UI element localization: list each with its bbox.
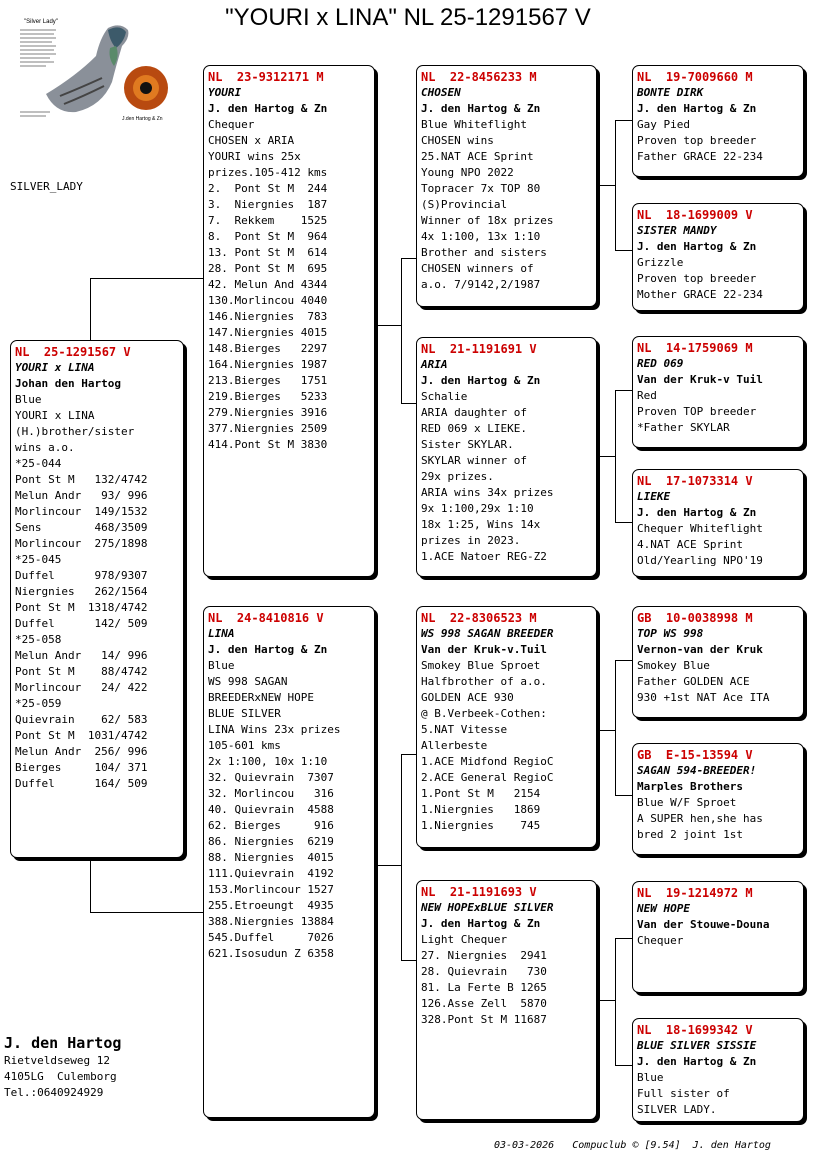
info-line: Duffel 142/ 509 bbox=[15, 617, 148, 630]
info-line: Winner of 18x prizes bbox=[421, 214, 554, 227]
pigeon-name: LIEKE bbox=[637, 490, 671, 503]
info-line: Allerbeste bbox=[421, 739, 488, 752]
info-line: Morlincour 24/ 422 bbox=[15, 681, 148, 694]
info-line: 126.Asse Zell 5870 bbox=[421, 997, 547, 1010]
info-line: 25.NAT ACE Sprint bbox=[421, 150, 534, 163]
pigeon-card-ggf-1 bbox=[632, 65, 804, 177]
info-line: *Father SKYLAR bbox=[637, 421, 730, 434]
info-line: 88. Niergnies 4015 bbox=[208, 851, 334, 864]
connector-line bbox=[615, 795, 633, 796]
connector-line bbox=[615, 938, 616, 1065]
ring-number: NL 19-7009660 M bbox=[637, 70, 753, 84]
pigeon-name: YOURI bbox=[208, 86, 242, 99]
info-line: 29x prizes. bbox=[421, 470, 494, 483]
pigeon-card-ggf-2 bbox=[632, 336, 804, 448]
info-line: Proven top breeder bbox=[637, 134, 757, 147]
info-line: Full sister of bbox=[637, 1087, 730, 1100]
info-line: 42. Melun And 4344 bbox=[208, 278, 328, 291]
pigeon-card-ggm-1 bbox=[632, 203, 804, 311]
info-line: CHOSEN wins bbox=[421, 134, 494, 147]
ring-number: GB E-15-13594 V bbox=[637, 748, 753, 762]
connector-line bbox=[599, 730, 615, 731]
info-line: Brother and sisters bbox=[421, 246, 547, 259]
pigeon-name: NEW HOPExBLUE SILVER bbox=[421, 901, 554, 914]
info-line: 279.Niergnies 3916 bbox=[208, 406, 328, 419]
info-line: ARIA wins 34x prizes bbox=[421, 486, 554, 499]
connector-line bbox=[90, 278, 204, 279]
connector-line bbox=[90, 912, 204, 913]
pigeon-name: SISTER MANDY bbox=[637, 224, 717, 237]
connector-line bbox=[401, 258, 417, 259]
info-line: Proven TOP breeder bbox=[637, 405, 757, 418]
info-line: Grizzle bbox=[637, 256, 684, 269]
info-line: Pont St M 1031/4742 bbox=[15, 729, 148, 742]
info-line: Schalie bbox=[421, 390, 468, 403]
pigeon-name: YOURI x LINA bbox=[15, 361, 95, 374]
connector-line bbox=[615, 660, 616, 795]
pigeon-card-maternal-grandmother bbox=[416, 880, 597, 1120]
info-line: 414.Pont St M 3830 bbox=[208, 438, 328, 451]
info-line: Duffel 164/ 509 bbox=[15, 777, 148, 790]
pigeon-name: NEW HOPE bbox=[637, 902, 690, 915]
connector-line bbox=[599, 185, 615, 186]
connector-line bbox=[377, 865, 401, 866]
pigeon-card-father bbox=[203, 65, 375, 577]
info-line: *25-059 bbox=[15, 697, 62, 710]
pigeon-name: TOP WS 998 bbox=[637, 627, 704, 640]
info-line: Morlincour 275/1898 bbox=[15, 537, 148, 550]
info-line: 32. Quievrain 7307 bbox=[208, 771, 334, 784]
ring-number: NL 24-8410816 V bbox=[208, 611, 324, 625]
info-line: *25-044 bbox=[15, 457, 62, 470]
info-line: 28. Quievrain 730 bbox=[421, 965, 547, 978]
connector-line bbox=[615, 660, 633, 661]
info-line: Bierges 104/ 371 bbox=[15, 761, 148, 774]
breeder-name: Johan den Hartog bbox=[15, 377, 121, 390]
info-line: Smokey Blue bbox=[637, 659, 710, 672]
info-line: Sens 468/3509 bbox=[15, 521, 148, 534]
ring-number: NL 25-1291567 V bbox=[15, 345, 131, 359]
logo-caption-right: J.den Hartog & Zn bbox=[122, 116, 163, 122]
info-line: 377.Niergnies 2509 bbox=[208, 422, 328, 435]
breeder-name: J. den Hartog & Zn bbox=[421, 917, 541, 930]
info-line: LINA Wins 23x prizes bbox=[208, 723, 341, 736]
pigeon-card-paternal-grandfather bbox=[416, 65, 597, 307]
side-label: SILVER_LADY bbox=[10, 180, 83, 193]
info-line: Smokey Blue Sproet bbox=[421, 659, 541, 672]
info-line: Blue bbox=[15, 393, 42, 406]
info-line: (H.)brother/sister bbox=[15, 425, 135, 438]
info-line: WS 998 SAGAN bbox=[208, 675, 288, 688]
info-line: Blue W/F Sproet bbox=[637, 796, 737, 809]
owner-info bbox=[4, 1034, 121, 1102]
connector-line bbox=[401, 960, 417, 961]
info-line: Proven top breeder bbox=[637, 272, 757, 285]
ring-number: NL 23-9312171 M bbox=[208, 70, 324, 84]
connector-line bbox=[615, 120, 633, 121]
info-line: @ B.Verbeek-Cothen: bbox=[421, 707, 547, 720]
ring-number: NL 17-1073314 V bbox=[637, 474, 753, 488]
ring-number: NL 22-8456233 M bbox=[421, 70, 537, 84]
ring-number: NL 22-8306523 M bbox=[421, 611, 537, 625]
info-line: Melun Andr 256/ 996 bbox=[15, 745, 148, 758]
breeder-name: J. den Hartog & Zn bbox=[637, 506, 757, 519]
info-line: 3. Niergnies 187 bbox=[208, 198, 328, 211]
ring-number: NL 19-1214972 M bbox=[637, 886, 753, 900]
info-line: Halfbrother of a.o. bbox=[421, 675, 547, 688]
info-line: 153.Morlincour 1527 bbox=[208, 883, 334, 896]
info-line: Chequer bbox=[637, 934, 684, 947]
pigeon-card-subject bbox=[10, 340, 184, 858]
info-line: Father GOLDEN ACE bbox=[637, 675, 750, 688]
owner-address: Rietveldseweg 12 bbox=[4, 1054, 110, 1067]
info-line: 5.NAT Vitesse bbox=[421, 723, 508, 736]
info-line: 27. Niergnies 2941 bbox=[421, 949, 547, 962]
info-line: 111.Quievrain 4192 bbox=[208, 867, 334, 880]
info-line: 9x 1:100,29x 1:10 bbox=[421, 502, 534, 515]
info-line: wins a.o. bbox=[15, 441, 75, 454]
info-line: Blue Whiteflight bbox=[421, 118, 527, 131]
info-line: A SUPER hen,she has bbox=[637, 812, 763, 825]
page-title: "YOURI x LINA" NL 25-1291567 V bbox=[225, 4, 591, 31]
connector-line bbox=[377, 325, 401, 326]
info-line: Father GRACE 22-234 bbox=[637, 150, 763, 163]
info-line: 1.Pont St M 2154 bbox=[421, 787, 541, 800]
pigeon-card-paternal-grandmother bbox=[416, 337, 597, 577]
footer: 03-03-2026 Compuclub © [9.54] J. den Hartog bbox=[494, 1140, 771, 1151]
info-line: CHOSEN winners of bbox=[421, 262, 534, 275]
info-line: 148.Bierges 2297 bbox=[208, 342, 328, 355]
pigeon-name: WS 998 SAGAN BREEDER bbox=[421, 627, 554, 640]
pigeon-name: LINA bbox=[208, 627, 235, 640]
pigeon-name: BLUE SILVER SISSIE bbox=[637, 1039, 757, 1052]
ring-number: NL 21-1191691 V bbox=[421, 342, 537, 356]
info-line: CHOSEN x ARIA bbox=[208, 134, 295, 147]
ring-number: GB 10-0038998 M bbox=[637, 611, 753, 625]
info-line: 81. La Ferte B 1265 bbox=[421, 981, 547, 994]
info-line: Sister SKYLAR. bbox=[421, 438, 514, 451]
info-line: BREEDERxNEW HOPE bbox=[208, 691, 314, 704]
info-line: SILVER LADY. bbox=[637, 1103, 717, 1116]
info-line: 2. Pont St M 244 bbox=[208, 182, 328, 195]
info-line: 2x 1:100, 10x 1:10 bbox=[208, 755, 328, 768]
info-line: Blue bbox=[637, 1071, 664, 1084]
breeder-name: J. den Hartog & Zn bbox=[637, 240, 757, 253]
info-line: Young NPO 2022 bbox=[421, 166, 514, 179]
info-line: 930 +1st NAT Ace ITA bbox=[637, 691, 770, 704]
info-line: 388.Niergnies 13884 bbox=[208, 915, 334, 928]
info-line: 62. Bierges 916 bbox=[208, 819, 334, 832]
connector-line bbox=[615, 390, 616, 522]
info-line: Old/Yearling NPO'19 bbox=[637, 554, 763, 567]
pigeon-name: CHOSEN bbox=[421, 86, 461, 99]
connector-line bbox=[615, 938, 633, 939]
info-line: 328.Pont St M 11687 bbox=[421, 1013, 547, 1026]
breeder-name: J. den Hartog & Zn bbox=[208, 643, 328, 656]
info-line: Melun Andr 93/ 996 bbox=[15, 489, 148, 502]
info-line: Duffel 978/9307 bbox=[15, 569, 148, 582]
breeder-name: Vernon-van der Kruk bbox=[637, 643, 763, 656]
pigeon-name: SAGAN 594-BREEDER! bbox=[637, 764, 757, 777]
info-line: 545.Duffel 7026 bbox=[208, 931, 334, 944]
pigeon-name: RED 069 bbox=[637, 357, 684, 370]
connector-line bbox=[615, 390, 633, 391]
info-line: Pont St M 132/4742 bbox=[15, 473, 148, 486]
info-line: prizes in 2023. bbox=[421, 534, 521, 547]
info-line: Morlincour 149/1532 bbox=[15, 505, 148, 518]
connector-line bbox=[401, 403, 417, 404]
connector-line bbox=[615, 120, 616, 250]
info-line: 105-601 kms bbox=[208, 739, 281, 752]
breeder-name: J. den Hartog & Zn bbox=[421, 374, 541, 387]
info-line: 1.ACE Natoer REG-Z2 bbox=[421, 550, 547, 563]
info-line: Red bbox=[637, 389, 657, 402]
owner-city: 4105LG Culemborg bbox=[4, 1070, 117, 1083]
pigeon-name: ARIA bbox=[421, 358, 448, 371]
connector-line bbox=[615, 522, 633, 523]
info-line: Chequer Whiteflight bbox=[637, 522, 763, 535]
breeder-name: Van der Kruk-v.Tuil bbox=[421, 643, 547, 656]
info-line: Light Chequer bbox=[421, 933, 508, 946]
connector-line bbox=[599, 456, 615, 457]
logo-caption-top: "Silver Lady" bbox=[24, 19, 58, 25]
info-line: Topracer 7x TOP 80 bbox=[421, 182, 541, 195]
info-line: 130.Morlincou 4040 bbox=[208, 294, 328, 307]
info-line: RED 069 x LIEKE. bbox=[421, 422, 527, 435]
ring-number: NL 21-1191693 V bbox=[421, 885, 537, 899]
owner-name: J. den Hartog bbox=[4, 1034, 122, 1052]
connector-line bbox=[401, 754, 402, 960]
info-line: 255.Etroeungt 4935 bbox=[208, 899, 334, 912]
connector-line bbox=[615, 1065, 633, 1066]
info-line: GOLDEN ACE 930 bbox=[421, 691, 514, 704]
breeder-name: J. den Hartog & Zn bbox=[637, 102, 757, 115]
pigeon-card-ggf-3 bbox=[632, 606, 804, 718]
info-line: ARIA daughter of bbox=[421, 406, 527, 419]
info-line: 164.Niergnies 1987 bbox=[208, 358, 328, 371]
info-line: 147.Niergnies 4015 bbox=[208, 326, 328, 339]
breeder-name: J. den Hartog & Zn bbox=[637, 1055, 757, 1068]
info-line: BLUE SILVER bbox=[208, 707, 281, 720]
breeder-name: Marples Brothers bbox=[637, 780, 743, 793]
info-line: Pont St M 88/4742 bbox=[15, 665, 148, 678]
pigeon-card-ggf-4 bbox=[632, 881, 804, 993]
info-line: Mother GRACE 22-234 bbox=[637, 288, 763, 301]
info-line: 219.Bierges 5233 bbox=[208, 390, 328, 403]
breeder-name: J. den Hartog & Zn bbox=[421, 102, 541, 115]
info-line: Chequer bbox=[208, 118, 255, 131]
info-line: Quievrain 62/ 583 bbox=[15, 713, 148, 726]
info-line: Niergnies 262/1564 bbox=[15, 585, 148, 598]
connector-line bbox=[90, 858, 91, 912]
info-line: 1.ACE Midfond RegioC bbox=[421, 755, 554, 768]
info-line: SKYLAR winner of bbox=[421, 454, 527, 467]
connector-line bbox=[615, 250, 633, 251]
info-line: 7. Rekkem 1525 bbox=[208, 214, 328, 227]
breeder-name: J. den Hartog & Zn bbox=[208, 102, 328, 115]
info-line: 13. Pont St M 614 bbox=[208, 246, 328, 259]
breeder-name: Van der Kruk-v Tuil bbox=[637, 373, 763, 386]
connector-line bbox=[90, 278, 91, 341]
info-line: 213.Bierges 1751 bbox=[208, 374, 328, 387]
pigeon-logo-image bbox=[16, 16, 176, 128]
info-line: 4.NAT ACE Sprint bbox=[637, 538, 743, 551]
ring-number: NL 14-1759069 M bbox=[637, 341, 753, 355]
info-line: bred 2 joint 1st bbox=[637, 828, 743, 841]
pigeon-name: BONTE DIRK bbox=[637, 86, 704, 99]
info-line: *25-045 bbox=[15, 553, 62, 566]
info-line: Gay Pied bbox=[637, 118, 690, 131]
info-line: YOURI x LINA bbox=[15, 409, 95, 422]
pigeon-card-ggm-4 bbox=[632, 1018, 804, 1122]
info-line: (S)Provincial bbox=[421, 198, 508, 211]
info-line: 40. Quievrain 4588 bbox=[208, 803, 334, 816]
breeder-name: Van der Stouwe-Douna bbox=[637, 918, 770, 931]
info-line: YOURI wins 25x bbox=[208, 150, 301, 163]
info-line: 8. Pont St M 964 bbox=[208, 230, 328, 243]
info-line: Melun Andr 14/ 996 bbox=[15, 649, 148, 662]
ring-number: NL 18-1699342 V bbox=[637, 1023, 753, 1037]
ring-number: NL 18-1699009 V bbox=[637, 208, 753, 222]
info-line: 2.ACE General RegioC bbox=[421, 771, 554, 784]
info-line: 28. Pont St M 695 bbox=[208, 262, 328, 275]
info-line: 621.Isosudun Z 6358 bbox=[208, 947, 334, 960]
pigeon-card-ggm-3 bbox=[632, 743, 804, 855]
pigeon-card-ggm-2 bbox=[632, 469, 804, 577]
info-line: Pont St M 1318/4742 bbox=[15, 601, 148, 614]
pigeon-card-maternal-grandfather bbox=[416, 606, 597, 848]
info-line: 32. Morlincou 316 bbox=[208, 787, 334, 800]
info-line: 146.Niergnies 783 bbox=[208, 310, 328, 323]
info-line: Blue bbox=[208, 659, 235, 672]
info-line: 86. Niergnies 6219 bbox=[208, 835, 334, 848]
connector-line bbox=[401, 258, 402, 403]
info-line: prizes.105-412 kms bbox=[208, 166, 328, 179]
connector-line bbox=[599, 1000, 615, 1001]
pigeon-card-mother bbox=[203, 606, 375, 1118]
info-line: 4x 1:100, 13x 1:10 bbox=[421, 230, 541, 243]
info-line: 1.Niergnies 1869 bbox=[421, 803, 541, 816]
info-line: *25-058 bbox=[15, 633, 62, 646]
logo bbox=[16, 16, 176, 128]
info-line: a.o. 7/9142,2/1987 bbox=[421, 278, 541, 291]
info-line: 18x 1:25, Wins 14x bbox=[421, 518, 541, 531]
info-line: 1.Niergnies 745 bbox=[421, 819, 541, 832]
owner-phone: Tel.:0640924929 bbox=[4, 1086, 104, 1099]
connector-line bbox=[401, 754, 417, 755]
